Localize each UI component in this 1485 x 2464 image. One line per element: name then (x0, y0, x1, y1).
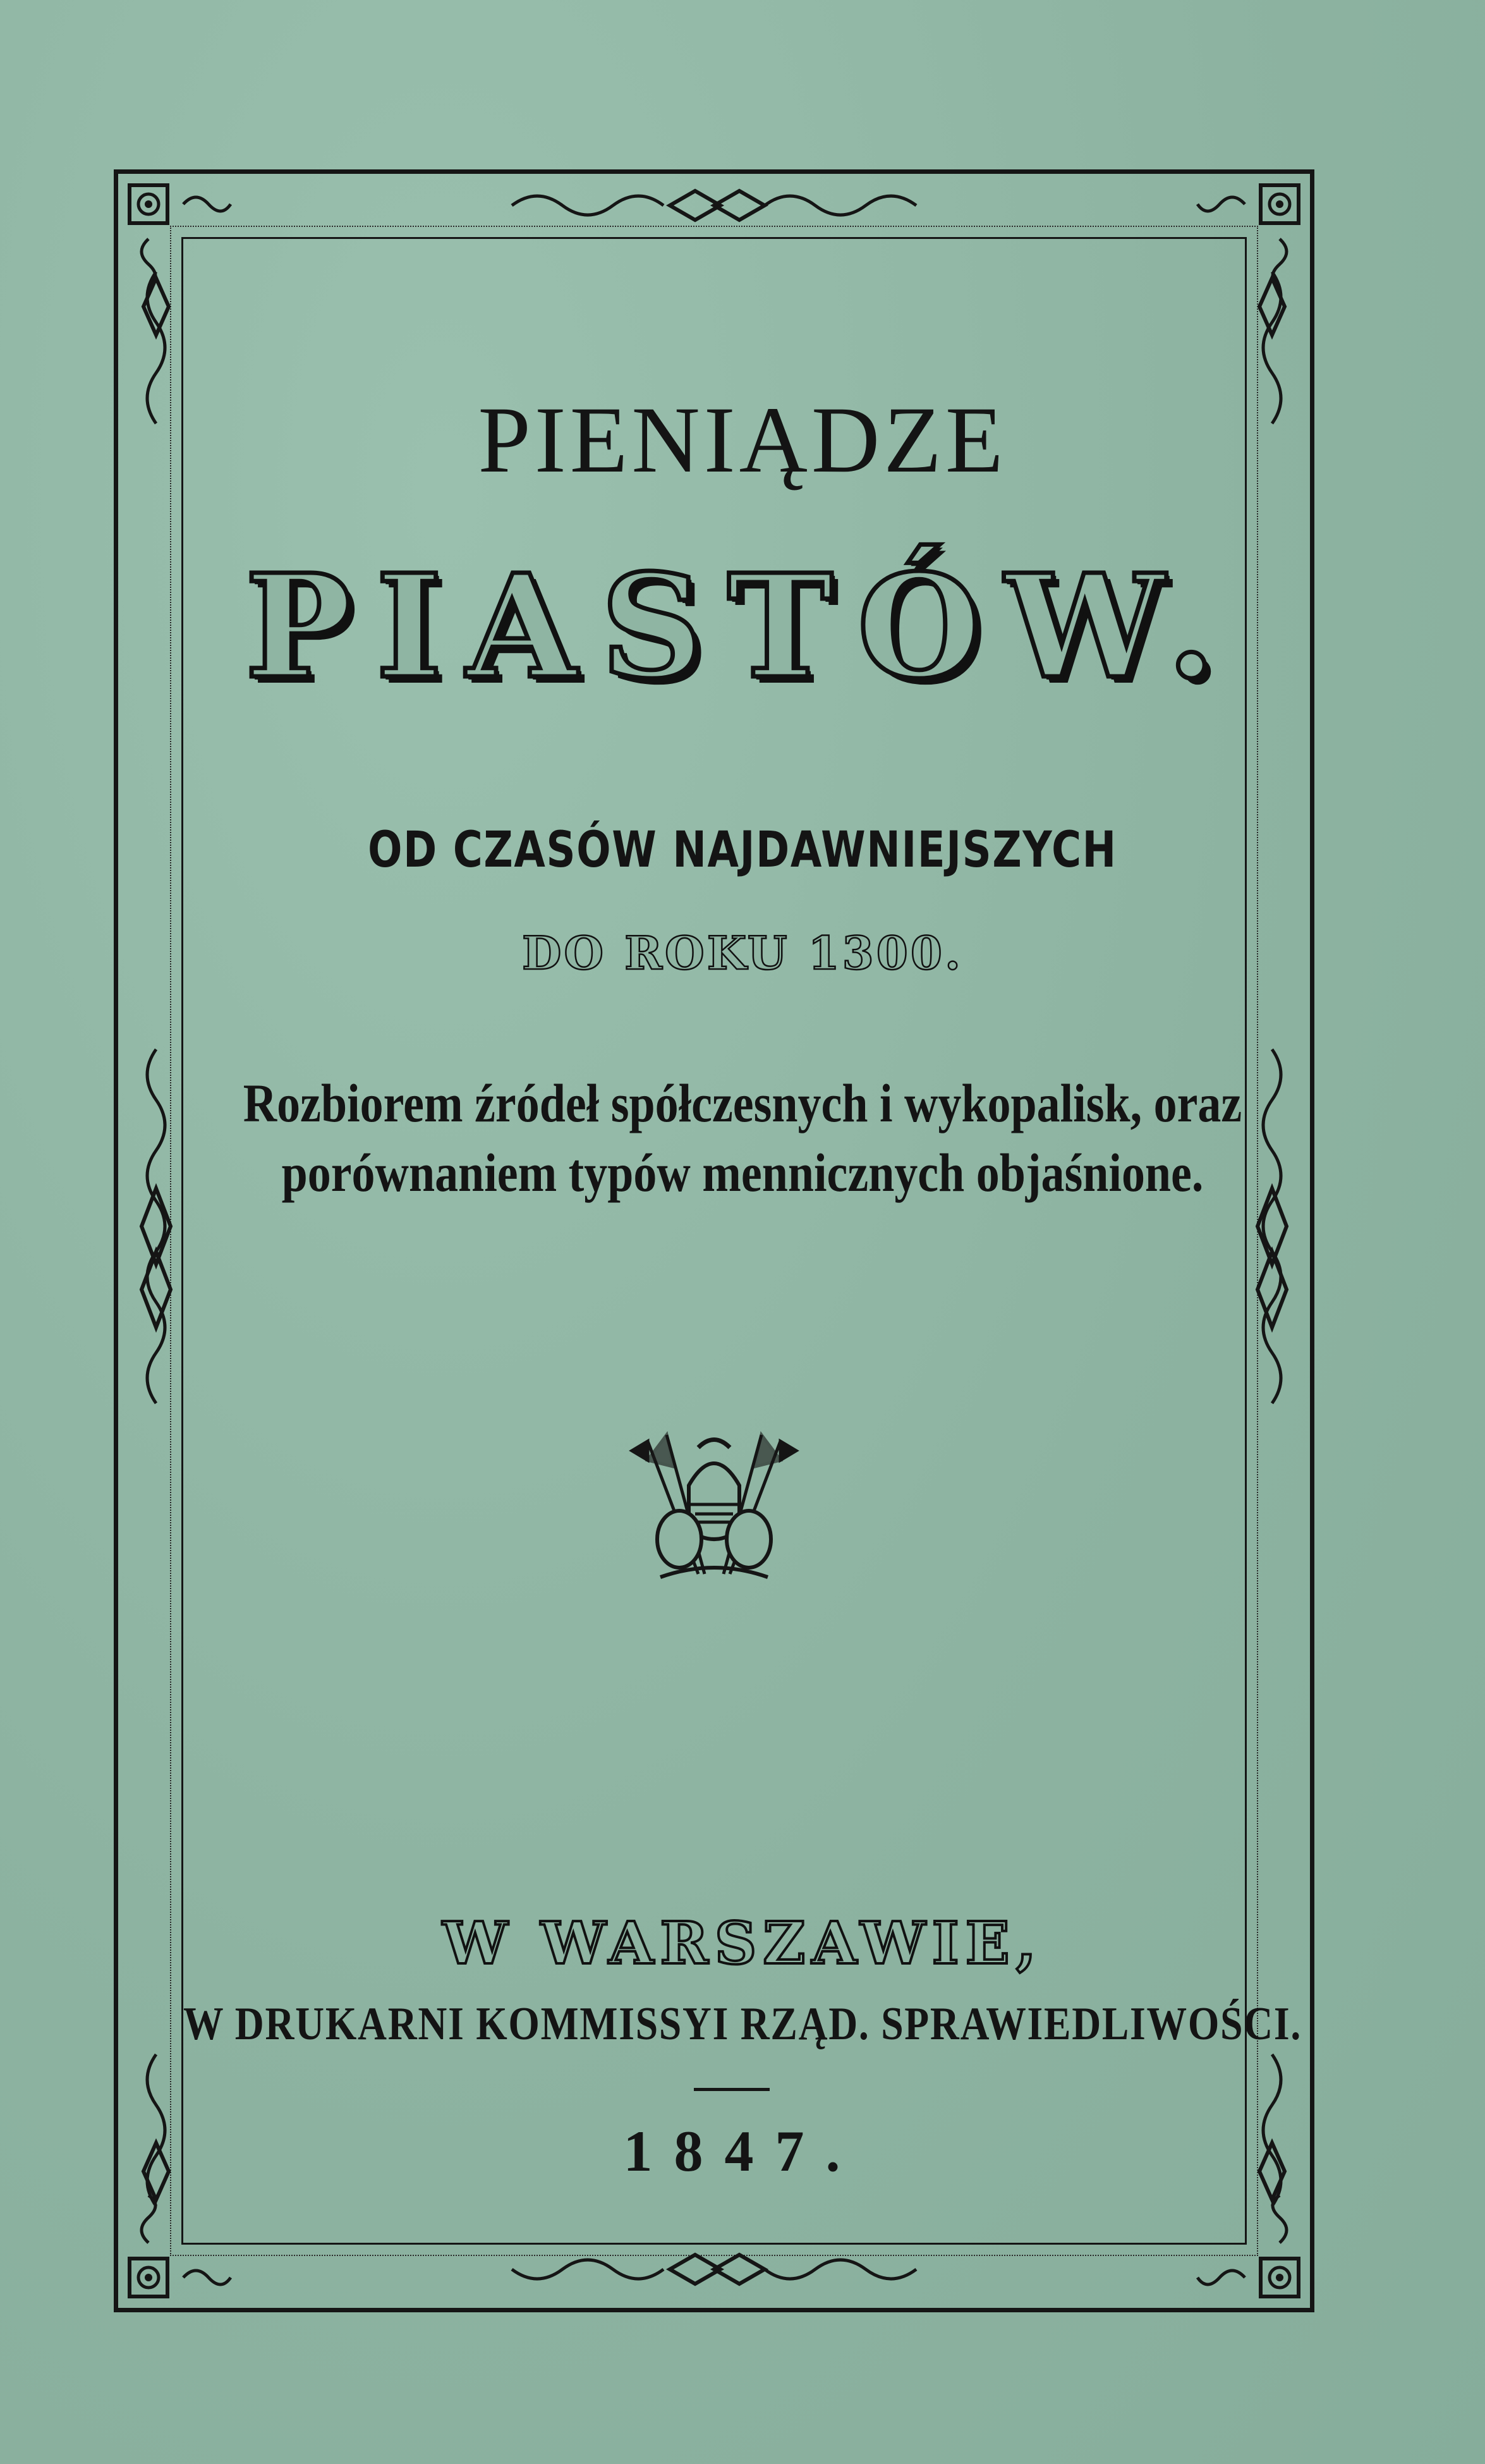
divider-rule (694, 2088, 770, 2091)
bottom-center-ornament-icon (506, 2247, 923, 2291)
publication-year: 1847. (623, 2119, 862, 2183)
printer-name: W DRUKARNI KOMMISSYI RZĄD. SPRAWIEDLIWOŚCI. (183, 1998, 1302, 2050)
publication-place: W WARSZAWIE, (442, 1909, 1043, 1977)
subtitle: OD CZASÓW NAJDAWNIEJSZYCH (368, 822, 1117, 879)
top-center-ornament-icon (506, 183, 923, 228)
description-line-2: porównaniem typów mennicznych objaśnione. (281, 1142, 1204, 1203)
description-line-1: Rozbiorem źródeł spółczesnych i wykopalisk, oraz (243, 1073, 1242, 1133)
helmet-trophy-icon (622, 1429, 806, 1593)
title-line-1: PIENIĄDZE (478, 387, 1007, 492)
title-line-2: PIASTÓW. (245, 544, 1240, 711)
subtitle-date-range: DO ROKU 1300. (521, 926, 964, 980)
description (104, 1068, 1381, 1207)
